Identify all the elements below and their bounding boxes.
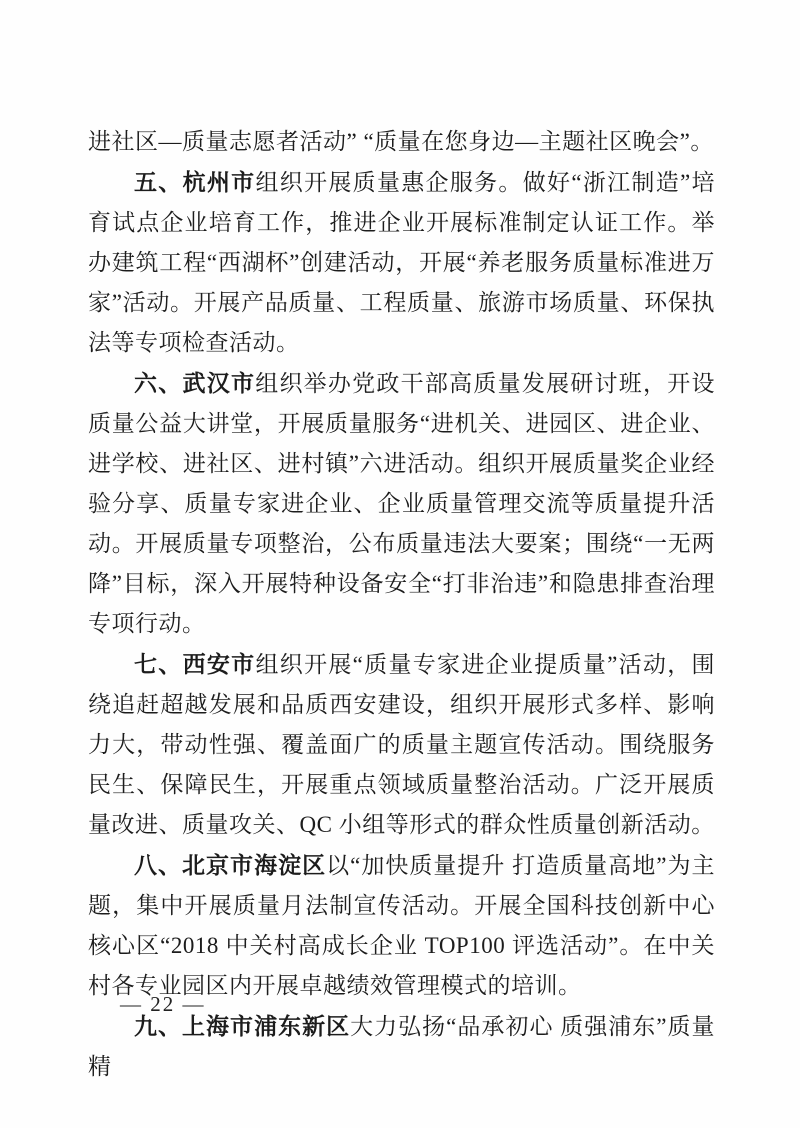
paragraph-beijing-haidian <box>88 845 715 1006</box>
section-heading-shanghai-pudong: 九、上海市浦东新区 <box>134 1013 351 1039</box>
paragraph-text: 组织举办党政干部高质量发展研讨班，开设质量公益大讲堂，开展质量服务“进机关、进园区、进企业、进学校、进社区、进村镇”六进活动。组织开展质量奖企业经验分享、质量专家进企业、企业质量管理交流等质量提升活动。开展质量专项整治，公布质量违法大要案；围绕“一无两降”目标，深入开展特种设备安全“打非治违”和隐患排查治理专项行动。 <box>88 371 716 636</box>
paragraph-continuation <box>88 122 715 162</box>
paragraph-text: 以“加快质量提升 打造质量高地”为主题，集中开展质量月法制宣传活动。开展全国科技创新中心核心区“2018 中关村高成长企业 TOP100 评选活动”。在中关村各专业园区内开展卓越绩效管理模式的培训。 <box>88 853 715 998</box>
paragraph-hangzhou <box>88 162 715 363</box>
section-heading-wuhan: 六、武汉市 <box>134 370 256 396</box>
paragraph-text: 大力弘扬“品承初心 质强浦东”质量精 <box>88 1014 716 1079</box>
paragraph-text: 组织开展质量惠企服务。做好“浙江制造”培育试点企业培育工作，推进企业开展标准制定认证工作。举办建筑工程“西湖杯”创建活动，开展“养老服务质量标准进万家”活动。开展产品质量、工程质量、旅游市场质量、环保执法等专项检查活动。 <box>88 170 716 355</box>
paragraph-text: 组织开展“质量专家进企业提质量”活动，围绕追赶超越发展和品质西安建设，组织开展形式多样、影响力大，带动性强、覆盖面广的质量主题宣传活动。围绕服务民生、保障民生，开展重点领域质量整治活动。广泛开展质量改进、质量攻关、QC 小组等形式的群众性质量创新活动。 <box>88 652 716 837</box>
section-heading-hangzhou: 五、杭州市 <box>134 169 256 195</box>
document-body <box>88 122 715 1087</box>
paragraph-xian <box>88 644 715 845</box>
paragraph-shanghai-pudong <box>88 1006 715 1087</box>
paragraph-text: 进社区—质量志愿者活动” “质量在您身边—主题社区晚会”。 <box>88 129 714 154</box>
section-heading-beijing-haidian: 八、北京市海淀区 <box>134 852 327 878</box>
paragraph-wuhan <box>88 363 715 644</box>
section-heading-xian: 七、西安市 <box>134 651 256 677</box>
page-number: — 22 — <box>120 992 206 1016</box>
